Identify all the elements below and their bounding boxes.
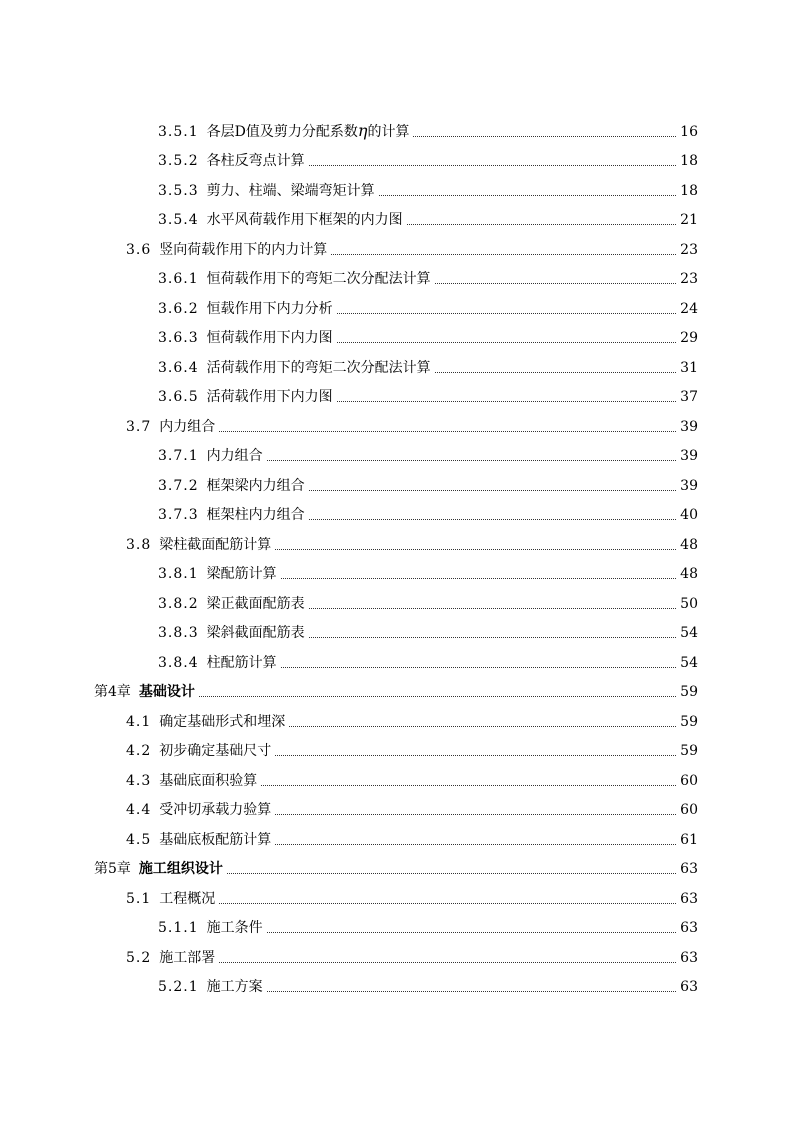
dot-leader (407, 224, 676, 225)
toc-entry-number: 3.8.1 (158, 566, 199, 582)
toc-entry-number: 3.5.4 (158, 212, 199, 228)
toc-entry-title (159, 772, 257, 789)
toc-entry-number: 5.2 (126, 949, 152, 966)
toc-entry-page: 40 (680, 507, 698, 523)
toc-entry-title-text: 工程概况 (159, 890, 216, 907)
toc-entry-number: 3.6.3 (158, 330, 199, 346)
toc-entry-page: 31 (680, 359, 698, 376)
toc-entry-title (207, 329, 333, 346)
toc-entry-5-2[interactable] (0, 942, 793, 972)
toc-entry-title (207, 388, 333, 405)
toc-entry-page: 29 (680, 330, 698, 346)
toc-entry-title (159, 831, 271, 848)
toc-entry-title-text: 初步确定基础尺寸 (159, 743, 272, 759)
dot-leader (275, 844, 676, 845)
toc-entry-title (207, 447, 263, 464)
toc-entry-title-text: 内力组合 (206, 448, 263, 464)
toc-entry-page: 37 (680, 389, 698, 405)
toc-entry-page: 60 (680, 802, 698, 818)
toc-entry-4-1[interactable] (0, 706, 793, 736)
toc-entry-number: 3.5.2 (158, 153, 199, 169)
dot-leader (227, 873, 676, 874)
toc-entry-title (139, 683, 195, 700)
toc-entry-title-text: 各层D值及剪力分配系数 (206, 123, 358, 140)
toc-entry-title (207, 919, 263, 936)
toc-entry-title (207, 300, 333, 317)
toc-entry-title-text: 恒荷载作用下的弯矩二次分配法计算 (206, 271, 431, 287)
toc-entry-page: 63 (680, 920, 698, 936)
toc-entry-page: 39 (680, 418, 698, 435)
toc-entry-title (207, 506, 305, 523)
toc-entry-3-5-1[interactable] (0, 116, 793, 146)
toc-entry-title-text: 梁配筋计算 (206, 566, 277, 582)
toc-entry-title-text: 梁斜截面配筋表 (206, 625, 305, 641)
toc-entry-number: 3.8.2 (158, 595, 199, 612)
toc-entry-page: 54 (680, 654, 698, 671)
toc-entry-3-5-2[interactable] (0, 146, 793, 176)
toc-entry-3-7[interactable] (0, 411, 793, 441)
dot-leader (413, 136, 676, 137)
dot-leader (309, 165, 676, 166)
dot-leader (219, 903, 676, 904)
toc-entry-page: 48 (680, 566, 698, 582)
toc-entry-title (207, 595, 305, 612)
toc-entry-3-8[interactable] (0, 529, 793, 559)
toc-entry-title (207, 270, 431, 287)
toc-entry-number: 3.7 (126, 418, 152, 435)
toc-entry-number: 5.2.1 (158, 979, 199, 995)
dot-leader (219, 431, 676, 432)
dot-leader (275, 814, 676, 815)
toc-entry-number: 3.8 (126, 536, 152, 553)
toc-entry-4-5[interactable] (0, 824, 793, 854)
toc-entry-page: 59 (680, 713, 698, 730)
toc-entry-title (159, 801, 271, 818)
toc-entry-page: 63 (680, 861, 698, 877)
dot-leader (219, 962, 676, 963)
toc-entry-title (159, 949, 215, 966)
toc-entry-number: 3.7.3 (158, 507, 199, 523)
toc-entry-第5章[interactable] (0, 854, 793, 884)
toc-entry-3-6-4[interactable] (0, 352, 793, 382)
dot-leader (435, 283, 676, 284)
toc-entry-page: 18 (680, 182, 698, 199)
toc-entry-title-text: 基础底面积验算 (159, 772, 258, 789)
toc-entry-title (207, 477, 305, 494)
toc-entry-number: 4.1 (126, 713, 152, 730)
toc-entry-number: 第4章 (94, 684, 131, 700)
toc-entry-symbol: η (357, 120, 368, 140)
dot-leader (261, 785, 676, 786)
toc-entry-number: 3.8.4 (158, 654, 199, 671)
toc-entry-3-6[interactable] (0, 234, 793, 264)
toc-entry-page: 48 (680, 536, 698, 553)
toc-entry-number: 3.6.1 (158, 271, 199, 287)
toc-entry-3-7-3[interactable] (0, 500, 793, 530)
toc-entry-3-6-2[interactable] (0, 293, 793, 323)
toc-entry-number: 4.3 (126, 772, 152, 789)
toc-entry-page: 18 (680, 153, 698, 169)
toc-entry-3-6-1[interactable] (0, 264, 793, 294)
toc-entry-title-text: 施工部署 (159, 949, 216, 966)
dot-leader (309, 519, 676, 520)
toc-entry-title (206, 120, 410, 140)
toc-entry-number: 3.6 (126, 241, 152, 258)
toc-entry-title (207, 182, 375, 199)
toc-entry-number: 3.5.1 (158, 123, 199, 140)
toc-entry-title-text: 基础底板配筋计算 (159, 831, 272, 848)
toc-entry-title-text: 施工方案 (206, 979, 263, 995)
toc-entry-number: 5.1 (126, 890, 152, 907)
toc-entry-4-4[interactable] (0, 795, 793, 825)
toc-entry-title-text: 受冲切承载力验算 (159, 802, 272, 818)
dot-leader (337, 401, 676, 402)
toc-entry-3-8-2[interactable] (0, 588, 793, 618)
toc-entry-3-8-3[interactable] (0, 618, 793, 648)
toc-entry-number: 3.5.3 (158, 182, 199, 199)
toc-entry-number: 第5章 (94, 861, 131, 877)
toc-entry-title (159, 713, 285, 730)
toc-entry-title-text: 基础设计 (138, 684, 195, 700)
toc-entry-3-8-4[interactable] (0, 647, 793, 677)
toc-entry-number: 5.1.1 (158, 920, 199, 936)
toc-entry-page: 39 (680, 477, 698, 494)
dot-leader (337, 313, 676, 314)
toc-entry-title (159, 241, 327, 258)
toc-entry-page: 59 (680, 743, 698, 759)
dot-leader (331, 254, 676, 255)
dot-leader (289, 726, 676, 727)
toc-entry-title-text: 框架柱内力组合 (206, 507, 305, 523)
toc-entry-number: 4.2 (126, 743, 152, 759)
dot-leader (435, 372, 676, 373)
table-of-contents (0, 116, 793, 1001)
dot-leader (199, 696, 676, 697)
toc-entry-3-6-5[interactable] (0, 382, 793, 412)
dot-leader (337, 342, 676, 343)
toc-entry-number: 3.8.3 (158, 625, 199, 641)
dot-leader (281, 667, 676, 668)
toc-entry-page: 63 (680, 890, 698, 907)
toc-entry-4-2[interactable] (0, 736, 793, 766)
toc-entry-title (159, 742, 271, 759)
toc-entry-title-text: 施工组织设计 (138, 861, 223, 877)
toc-entry-page: 24 (680, 300, 698, 317)
dot-leader (267, 991, 676, 992)
toc-entry-page: 61 (680, 831, 698, 848)
toc-entry-title-text: 施工条件 (206, 920, 263, 936)
dot-leader (281, 578, 676, 579)
toc-entry-title-suffix: 的计算 (367, 123, 410, 140)
toc-entry-title-text: 恒载作用下内力分析 (206, 300, 333, 317)
dot-leader (275, 755, 676, 756)
toc-entry-3-5-3[interactable] (0, 175, 793, 205)
toc-entry-page: 63 (680, 979, 698, 995)
toc-entry-page: 60 (680, 772, 698, 789)
toc-entry-5-1[interactable] (0, 883, 793, 913)
toc-entry-3-8-1[interactable] (0, 559, 793, 589)
toc-entry-5-1-1[interactable] (0, 913, 793, 943)
dot-leader (379, 195, 676, 196)
toc-entry-title (159, 890, 215, 907)
toc-entry-title (139, 860, 223, 877)
toc-entry-page: 39 (680, 448, 698, 464)
toc-entry-title-text: 活荷载作用下内力图 (206, 389, 333, 405)
toc-entry-title-text: 恒荷载作用下内力图 (206, 330, 333, 346)
toc-entry-title (207, 565, 277, 582)
toc-entry-title-text: 各柱反弯点计算 (206, 153, 305, 169)
toc-entry-title-text: 框架梁内力组合 (206, 477, 305, 494)
toc-entry-page: 23 (680, 271, 698, 287)
toc-entry-number: 3.7.2 (158, 477, 199, 494)
toc-entry-number: 3.7.1 (158, 448, 199, 464)
toc-entry-number: 4.4 (126, 802, 152, 818)
toc-entry-title-text: 梁正截面配筋表 (206, 595, 305, 612)
toc-entry-page: 21 (680, 212, 698, 228)
toc-entry-number: 3.6.4 (158, 359, 199, 376)
toc-entry-number: 3.6.5 (158, 389, 199, 405)
toc-entry-title (159, 536, 271, 553)
dot-leader (267, 932, 676, 933)
toc-entry-4-3[interactable] (0, 765, 793, 795)
dot-leader (309, 637, 676, 638)
dot-leader (309, 608, 676, 609)
toc-entry-3-5-4[interactable] (0, 205, 793, 235)
toc-entry-3-7-2[interactable] (0, 470, 793, 500)
toc-entry-title-text: 梁柱截面配筋计算 (159, 536, 272, 553)
toc-entry-page: 54 (680, 625, 698, 641)
toc-entry-3-6-3[interactable] (0, 323, 793, 353)
toc-entry-title-text: 确定基础形式和埋深 (159, 713, 286, 730)
toc-entry-5-2-1[interactable] (0, 972, 793, 1002)
dot-leader (309, 490, 676, 491)
toc-entry-page: 50 (680, 595, 698, 612)
toc-entry-title-text: 水平风荷载作用下框架的内力图 (206, 212, 403, 228)
toc-entry-title-text: 竖向荷载作用下的内力计算 (159, 241, 328, 258)
dot-leader (275, 549, 676, 550)
toc-entry-title-text: 内力组合 (159, 418, 216, 435)
toc-entry-title (207, 152, 305, 169)
toc-entry-title (207, 978, 263, 995)
toc-entry-title (207, 359, 431, 376)
toc-entry-number: 4.5 (126, 831, 152, 848)
toc-entry-title (207, 654, 277, 671)
toc-entry-page: 59 (680, 684, 698, 700)
toc-entry-title-text: 剪力、柱端、梁端弯矩计算 (206, 182, 375, 199)
toc-entry-page: 23 (680, 241, 698, 258)
toc-entry-title (207, 211, 403, 228)
toc-entry-number: 3.6.2 (158, 300, 199, 317)
dot-leader (267, 460, 676, 461)
toc-entry-title-text: 活荷载作用下的弯矩二次分配法计算 (206, 359, 431, 376)
toc-entry-title-text: 柱配筋计算 (206, 654, 277, 671)
toc-entry-page: 63 (680, 949, 698, 966)
toc-entry-title (159, 418, 215, 435)
toc-entry-page: 16 (680, 123, 698, 140)
toc-entry-第4章[interactable] (0, 677, 793, 707)
toc-entry-title (207, 624, 305, 641)
toc-entry-3-7-1[interactable] (0, 441, 793, 471)
